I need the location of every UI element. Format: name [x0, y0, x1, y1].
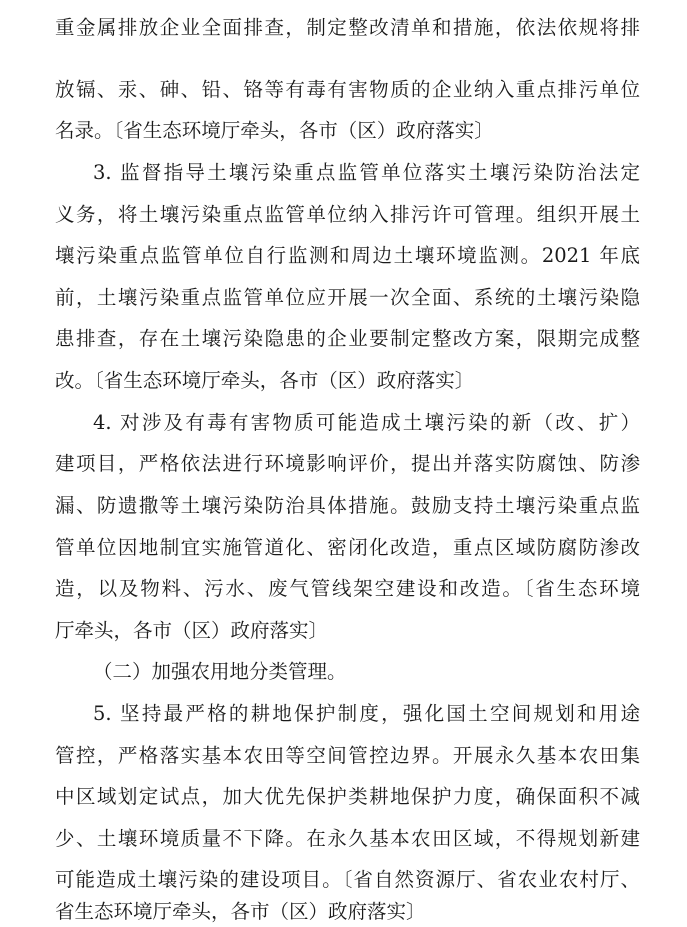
- text-line-19: 中区域划定试点，加大优先保护类耕地保护力度，确保面积不减: [55, 785, 640, 808]
- text-line-22: 省生态环境厅牵头，各市（区）政府落实〕: [55, 900, 426, 923]
- item-4-heading-line: 4. 对涉及有毒有害物质可能造成土壤污染的新（改、扩）: [93, 411, 640, 434]
- text-line-12: 漏、防遗撒等土壤污染防治具体措施。鼓励支持土壤污染重点监: [55, 494, 640, 517]
- item-3-heading-line: 3. 监督指导土壤污染重点监管单位落实土壤污染防治法定: [93, 161, 640, 184]
- text-line-15: 厅牵头，各市（区）政府落实〕: [55, 619, 329, 642]
- text-line-9: 改。〔省生态环境厅牵头，各市（区）政府落实〕: [55, 369, 475, 392]
- text-line-3: 名录。〔省生态环境厅牵头，各市（区）政府落实〕: [55, 119, 494, 142]
- section-heading: （二）加强农用地分类管理。: [93, 660, 347, 683]
- text-line-18: 管控，严格落实基本农田等空间管控边界。开展永久基本农田集: [55, 744, 640, 767]
- text-line-7: 前，土壤污染重点监管单位应开展一次全面、系统的土壤污染隐: [55, 286, 640, 309]
- text-line-8: 患排查，存在土壤污染隐患的企业要制定整改方案，限期完成整: [55, 327, 640, 350]
- text-line-21: 可能造成土壤污染的建设项目。〔省自然资源厅、省农业农村厅、: [55, 868, 640, 891]
- text-line-14: 造，以及物料、污水、废气管线架空建设和改造。〔省生态环境: [55, 577, 640, 600]
- text-line-13: 管单位因地制宜实施管道化、密闭化改造，重点区域防腐防渗改: [55, 536, 640, 559]
- text-line-2: 放镉、汞、砷、铅、铬等有毒有害物质的企业纳入重点排污单位: [55, 78, 640, 101]
- text-line-11: 建项目，严格依法进行环境影响评价，提出并落实防腐蚀、防渗: [55, 452, 640, 475]
- text-line-1: 重金属排放企业全面排查，制定整改清单和措施，依法依规将排: [55, 16, 640, 39]
- text-line-5: 义务，将土壤污染重点监管单位纳入排污许可管理。组织开展土: [55, 203, 640, 226]
- item-5-heading-line: 5. 坚持最严格的耕地保护制度，强化国土空间规划和用途: [93, 702, 640, 725]
- text-line-20: 少、土壤环境质量不下降。在永久基本农田区域，不得规划新建: [55, 827, 640, 850]
- text-line-6: 壤污染重点监管单位自行监测和周边土壤环境监测。2021 年底: [55, 244, 640, 267]
